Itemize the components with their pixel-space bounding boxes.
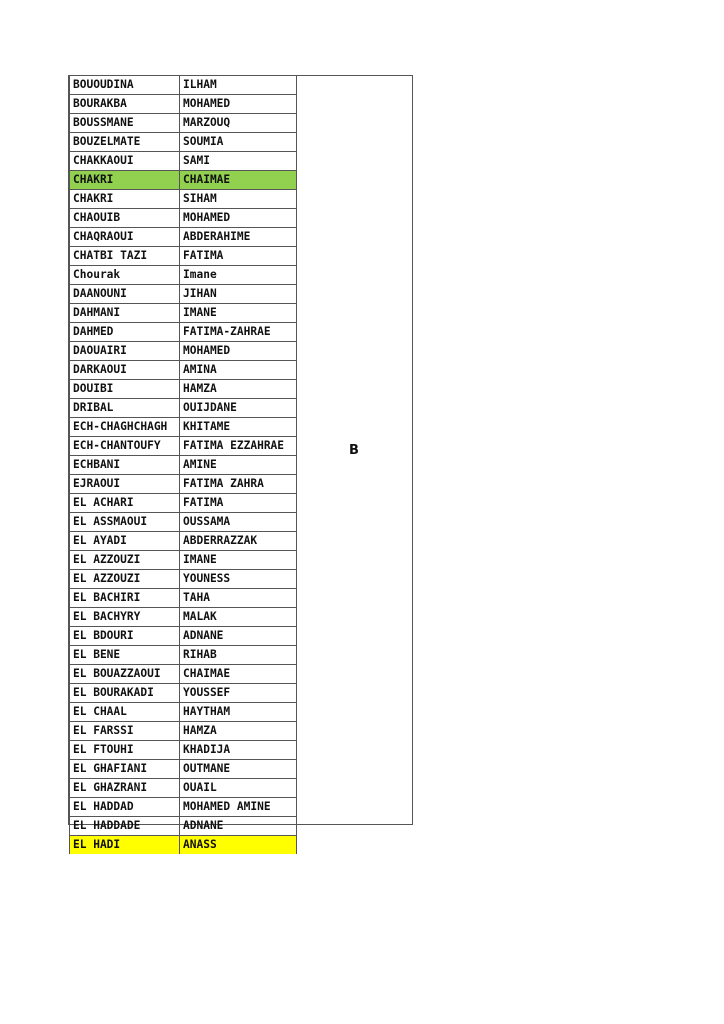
first-name-cell: ADNANE: [180, 627, 297, 646]
last-name-cell: DARKAOUI: [70, 361, 180, 380]
first-name-cell: FATIMA ZAHRA: [180, 475, 297, 494]
first-name-cell: ADNANE: [180, 817, 297, 836]
table-row: [70, 665, 297, 684]
first-name-cell: OUSSAMA: [180, 513, 297, 532]
first-name-cell: HAMZA: [180, 380, 297, 399]
table-row: [70, 437, 297, 456]
last-name-cell: EL BACHIRI: [70, 589, 180, 608]
last-name-cell: EL HADDADE: [70, 817, 180, 836]
table-row: [70, 570, 297, 589]
first-name-cell: MOHAMED: [180, 209, 297, 228]
last-name-cell: CHAOUIB: [70, 209, 180, 228]
table-row: [70, 190, 297, 209]
first-name-cell: Imane: [180, 266, 297, 285]
first-name-cell: HAMZA: [180, 722, 297, 741]
first-name-cell: ABDERAHIME: [180, 228, 297, 247]
first-name-cell: YOUNESS: [180, 570, 297, 589]
last-name-cell: EL HADDAD: [70, 798, 180, 817]
first-name-cell: MALAK: [180, 608, 297, 627]
first-name-cell: YOUSSEF: [180, 684, 297, 703]
first-name-cell: IMANE: [180, 551, 297, 570]
table-row: [70, 133, 297, 152]
last-name-cell: CHAQRAOUI: [70, 228, 180, 247]
last-name-cell: EL GHAZRANI: [70, 779, 180, 798]
first-name-cell: MOHAMED: [180, 342, 297, 361]
table-row: [70, 171, 297, 190]
table-row: [70, 285, 297, 304]
table-row: [70, 304, 297, 323]
table-row: [70, 475, 297, 494]
first-name-cell: SAMI: [180, 152, 297, 171]
first-name-cell: KHADIJA: [180, 741, 297, 760]
table-row: [70, 817, 297, 836]
first-name-cell: CHAIMAE: [180, 171, 297, 190]
first-name-cell: MOHAMED: [180, 95, 297, 114]
first-name-cell: FATIMA-ZAHRAE: [180, 323, 297, 342]
last-name-cell: ECH-CHANTOUFY: [70, 437, 180, 456]
last-name-cell: DAOUAIRI: [70, 342, 180, 361]
first-name-cell: ANASS: [180, 836, 297, 855]
last-name-cell: CHAKRI: [70, 190, 180, 209]
table-row: [70, 779, 297, 798]
last-name-cell: EL ACHARI: [70, 494, 180, 513]
first-name-cell: ILHAM: [180, 76, 297, 95]
table-row: [70, 228, 297, 247]
table-row: [70, 247, 297, 266]
first-name-cell: RIHAB: [180, 646, 297, 665]
first-name-cell: AMINA: [180, 361, 297, 380]
last-name-cell: ECH-CHAGHCHAGH: [70, 418, 180, 437]
table-row: [70, 342, 297, 361]
first-name-cell: AMINE: [180, 456, 297, 475]
first-name-cell: HAYTHAM: [180, 703, 297, 722]
table-row: [70, 532, 297, 551]
table-row: [70, 76, 297, 95]
first-name-cell: KHITAME: [180, 418, 297, 437]
last-name-cell: EL HADI: [70, 836, 180, 855]
last-name-cell: EL GHAFIANI: [70, 760, 180, 779]
student-list-sheet: [68, 75, 413, 851]
last-name-cell: CHATBI TAZI: [70, 247, 180, 266]
last-name-cell: ECHBANI: [70, 456, 180, 475]
last-name-cell: CHAKKAOUI: [70, 152, 180, 171]
table-row: [70, 608, 297, 627]
table-row: [70, 722, 297, 741]
first-name-cell: FATIMA: [180, 247, 297, 266]
last-name-cell: DAANOUNI: [70, 285, 180, 304]
table-row: [70, 95, 297, 114]
table-row: [70, 684, 297, 703]
last-name-cell: EL BDOURI: [70, 627, 180, 646]
first-name-cell: FATIMA EZZAHRAE: [180, 437, 297, 456]
first-name-cell: OUAIL: [180, 779, 297, 798]
table-row: [70, 399, 297, 418]
last-name-cell: EL FARSSI: [70, 722, 180, 741]
last-name-cell: EL AZZOUZI: [70, 570, 180, 589]
first-name-cell: CHAIMAE: [180, 665, 297, 684]
last-name-cell: DOUIBI: [70, 380, 180, 399]
table-row: [70, 760, 297, 779]
table-row: [70, 380, 297, 399]
first-name-cell: JIHAN: [180, 285, 297, 304]
student-rows: [70, 76, 297, 854]
last-name-cell: EL FTOUHI: [70, 741, 180, 760]
first-name-cell: TAHA: [180, 589, 297, 608]
table-row: [70, 209, 297, 228]
table-row: [70, 513, 297, 532]
table-row: [70, 266, 297, 285]
first-name-cell: OUTMANE: [180, 760, 297, 779]
table-row: [70, 323, 297, 342]
group-label: B: [349, 442, 359, 458]
last-name-cell: EL ASSMAOUI: [70, 513, 180, 532]
last-name-cell: DAHMED: [70, 323, 180, 342]
first-name-cell: IMANE: [180, 304, 297, 323]
last-name-cell: EJRAOUI: [70, 475, 180, 494]
table-row: [70, 551, 297, 570]
last-name-cell: DAHMANI: [70, 304, 180, 323]
last-name-cell: EL CHAAL: [70, 703, 180, 722]
student-names-table: [69, 76, 297, 854]
last-name-cell: BOUSSMANE: [70, 114, 180, 133]
table-row: [70, 152, 297, 171]
first-name-cell: FATIMA: [180, 494, 297, 513]
first-name-cell: MOHAMED AMINE: [180, 798, 297, 817]
table-row: [70, 418, 297, 437]
last-name-cell: EL BENE: [70, 646, 180, 665]
last-name-cell: EL BOURAKADI: [70, 684, 180, 703]
last-name-cell: BOUOUDINA: [70, 76, 180, 95]
first-name-cell: SIHAM: [180, 190, 297, 209]
last-name-cell: CHAKRI: [70, 171, 180, 190]
last-name-cell: BOUZELMATE: [70, 133, 180, 152]
table-row: [70, 741, 297, 760]
first-name-cell: ABDERRAZZAK: [180, 532, 297, 551]
table-row: [70, 589, 297, 608]
first-name-cell: MARZOUQ: [180, 114, 297, 133]
last-name-cell: DRIBAL: [70, 399, 180, 418]
first-name-cell: OUIJDANE: [180, 399, 297, 418]
table-row: [70, 114, 297, 133]
table-row: [70, 836, 297, 855]
table-row: [70, 703, 297, 722]
last-name-cell: EL AYADI: [70, 532, 180, 551]
table-row: [70, 494, 297, 513]
table-row: [70, 361, 297, 380]
last-name-cell: BOURAKBA: [70, 95, 180, 114]
table-row: [70, 627, 297, 646]
last-name-cell: EL BOUAZZAOUI: [70, 665, 180, 684]
table-row: [70, 646, 297, 665]
last-name-cell: Chourak: [70, 266, 180, 285]
first-name-cell: SOUMIA: [180, 133, 297, 152]
last-name-cell: EL BACHYRY: [70, 608, 180, 627]
table-row: [70, 798, 297, 817]
last-name-cell: EL AZZOUZI: [70, 551, 180, 570]
table-row: [70, 456, 297, 475]
